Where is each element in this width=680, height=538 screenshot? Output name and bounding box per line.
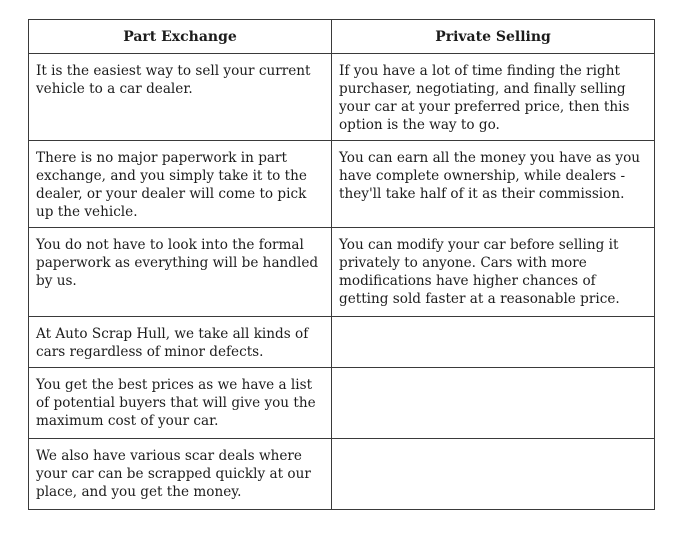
table-row [29,317,655,368]
table-header-row [29,20,655,54]
header-private-selling: Private Selling [332,20,655,54]
header-part-exchange: Part Exchange [29,20,332,54]
table-row [29,141,655,228]
cell-private-selling: You can modify your car before selling it privately to anyone. Cars with more modifications have higher chances of getting sold faster at a reasonable price. [332,228,655,317]
cell-private-selling [332,368,655,439]
table-row [29,54,655,141]
cell-part-exchange: We also have various scar deals where your car can be scrapped quickly at our place, and you get the money. [29,439,332,510]
cell-part-exchange: You get the best prices as we have a list of potential buyers that will give you the maximum cost of your car. [29,368,332,439]
cell-part-exchange: There is no major paperwork in part exchange, and you simply take it to the dealer, or your dealer will come to pick up the vehicle. [29,141,332,228]
table-row [29,228,655,317]
cell-part-exchange: It is the easiest way to sell your current vehicle to a car dealer. [29,54,332,141]
table-row [29,439,655,510]
comparison-table [28,19,655,510]
cell-part-exchange: At Auto Scrap Hull, we take all kinds of cars regardless of minor defects. [29,317,332,368]
cell-private-selling: If you have a lot of time finding the right purchaser, negotiating, and finally selling your car at your preferred price, then this option is the way to go. [332,54,655,141]
cell-private-selling [332,439,655,510]
comparison-table-container [28,19,654,510]
cell-private-selling [332,317,655,368]
cell-part-exchange: You do not have to look into the formal paperwork as everything will be handled by us. [29,228,332,317]
cell-private-selling: You can earn all the money you have as you have complete ownership, while dealers - they'll take half of it as their commission. [332,141,655,228]
table-row [29,368,655,439]
